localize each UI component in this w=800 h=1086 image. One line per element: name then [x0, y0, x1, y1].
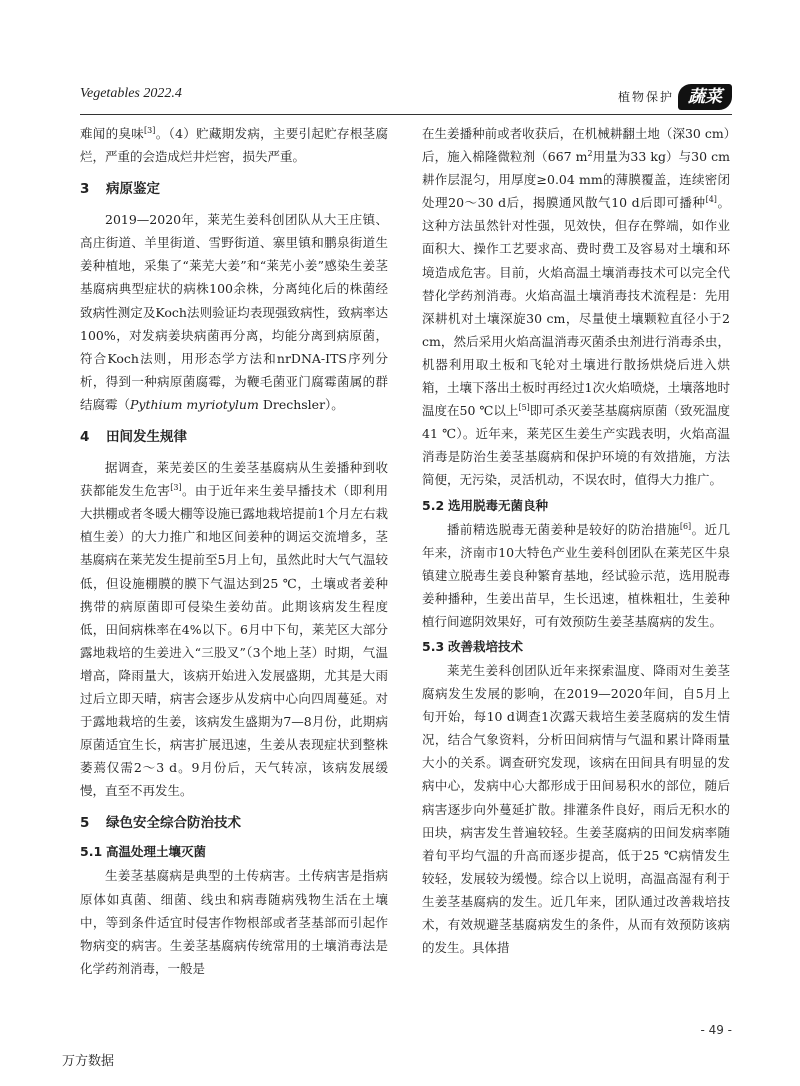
citation: [3]	[170, 482, 182, 492]
subsection-heading-5-2: 5.2 选用脱毒无菌良种	[422, 497, 549, 513]
section-name: 植物保护	[617, 90, 674, 104]
watermark: 万方数据	[62, 1054, 115, 1069]
right-column	[422, 122, 730, 959]
journal-title: Vegetables 2022.4	[80, 86, 182, 101]
page-header	[80, 84, 732, 112]
journal-logo: 蔬菜	[678, 84, 732, 110]
species-name: Pythium myriotylum	[130, 396, 259, 412]
page-number: - 49 -	[700, 1023, 732, 1037]
paragraph: 在生姜播种前或者收获后，在机械耕翻土地（深30 cm）后，施入棉隆微粒剂（667 $m^2$用量为33 kg）与30 cm耕作层混匀，用厚度≥0.04 mm的薄膜覆盖，连续密闭处理20～30 d后，揭膜通风散气10 d后即可播种[4]。这种方法虽然针对性强，见效快，但存在弊端，如作业面积大、操作工艺要求高、费时费工及容易对土壤和环境造成危害。目前，火焰高温土壤消毒技术可以完全代替化学药剂消毒。火焰高温土壤消毒技术流程是：先用深耕机对土壤深旋30 cm，尽量使土壤颗粒直径小于2 cm，然后采用火焰高温消毒灭菌杀虫剂进行消毒杀虫，机器利用取土板和飞轮对土壤进行散扬烘烧后进入烘箱，土壤下落出土板时再经过1次火焰喷烧，土壤落地时温度在50 ℃以上[5]即可杀灭姜茎基腐病原菌（致死温度41 ℃）。近年来，莱芜区生姜生产实践表明，火焰高温消毒是防治生姜茎基腐病和保护环境的有效措施，方法简便，无污染，灵活机动，不误农时，值得大力推广。	[422, 126, 730, 488]
section-heading-3: 3 病原鉴定	[80, 181, 160, 198]
paragraph: 生姜茎基腐病是典型的土传病害。土传病害是指病原体如真菌、细菌、线虫和病毒随病残物生活在土壤中，等到条件适宜时侵害作物根部或者茎基部而引起作物病变的病害。生姜茎基腐病传统常用的土壤消毒法是化学药剂消毒，一般是	[80, 868, 388, 976]
paragraph: 据调查，莱芜姜区的生姜茎基腐病从生姜播种到收获都能发生危害[3]。由于近年来生姜早播技术（即利用大拱棚或者冬暖大棚等设施已露地栽培提前1个月左右栽植生姜）的大力推广和地区间姜种的调运交流增多，茎基腐病在莱芜发生提前至5月上旬，虽然此时大气气温较低，但设施棚膜的膜下气温达到25 ℃，土壤或者姜种携带的病原菌即可侵染生姜幼苗。此期该病发生程度低，田间病株率在4%以下。6月中下旬，莱芜区大部分露地栽培的生姜进入“三股叉”（3个地上茎）时期，气温增高，降雨量大，该病开始进入发展盛期，尤其是大雨过后立即天晴，病害会逐步从发病中心向四周蔓延。对于露地栽培的生姜，该病发生盛期为7—8月份，此期病原菌适宜生长，病害扩展迅速，生姜从表现症状到整株萎蔫仅需2～3 d。9月份后，天气转凉，该病发展缓慢，直至不再发生。	[80, 460, 388, 799]
left-column	[80, 122, 388, 980]
section-heading-4: 4 田间发生规律	[80, 429, 187, 446]
citation: [4]	[705, 195, 717, 205]
paragraph: 播前精选脱毒无菌姜种是较好的防治措施[6]。近几年来，济南市10大特色产业生姜科创团队在莱芜区牛泉镇建立脱毒生姜良种繁育基地，经试验示范，选用脱毒姜种播种，生姜出苗早，生长迅速，植株粗壮，生姜种植行间遮阴效果好，可有效预防生姜茎基腐病的发生。	[422, 521, 730, 629]
citation: [3]	[144, 125, 156, 135]
subsection-heading-5-3: 5.3 改善栽培技术	[422, 638, 524, 654]
citation: [6]	[679, 521, 692, 531]
paragraph: 2019—2020年，莱芜生姜科创团队从大王庄镇、高庄街道、羊里街道、雪野街道、寨里镇和鹏泉街道生姜种植地，采集了“莱芜大姜”和“莱芜小姜”感染生姜茎基腐病典型症状的病株100余株，分离纯化后的株菌经致病性测定及Koch法则验证均表现强致病性，致病率达100%，对发病姜块病菌再分离，均能分离到病原菌，符合Koch法则，用形态学方法和nrDNA-ITS序列分析，得到一种病原菌腐霉，为鞭毛菌亚门腐霉菌属的群结腐霉（Pythium myriotylum Drechsler）。	[80, 212, 388, 412]
paragraph: 莱芜生姜科创团队近年来探索温度、降雨对生姜茎腐病发生发展的影响，在2019—2020年间，自5月上旬开始，每10 d调查1次露天栽培生姜茎腐病的发生情况，结合气象资料，分析田间病情与气温和累计降雨量大小的关系。调查研究发现，该病在田间具有明显的发病中心，发病中心大都形成于田间易积水的部位，随后病害逐步向外蔓延扩散。排灌条件良好，雨后无积水的田块，病害发生普遍较轻。生姜茎腐病的田间发病率随着旬平均气温的升高而逐步提高，低于25 ℃病情发生较轻，发展较为缓慢。综合以上说明，高温高湿有利于生姜茎基腐病的发生。近几年来，团队通过改善栽培技术，有效规避茎基腐病发生的条件，从而有效预防该病的发生。具体措	[422, 662, 730, 956]
header-rule	[80, 114, 732, 115]
paragraph: 难闻的臭味[3]。（4）贮藏期发病，主要引起贮存根茎腐烂，严重的会造成烂井烂窖，损失严重。	[80, 125, 388, 165]
section-heading-5: 5 绿色安全综合防治技术	[80, 815, 241, 832]
subsection-heading-5-1: 5.1 高温处理土壤灭菌	[80, 844, 207, 860]
citation: [5]	[518, 402, 530, 412]
